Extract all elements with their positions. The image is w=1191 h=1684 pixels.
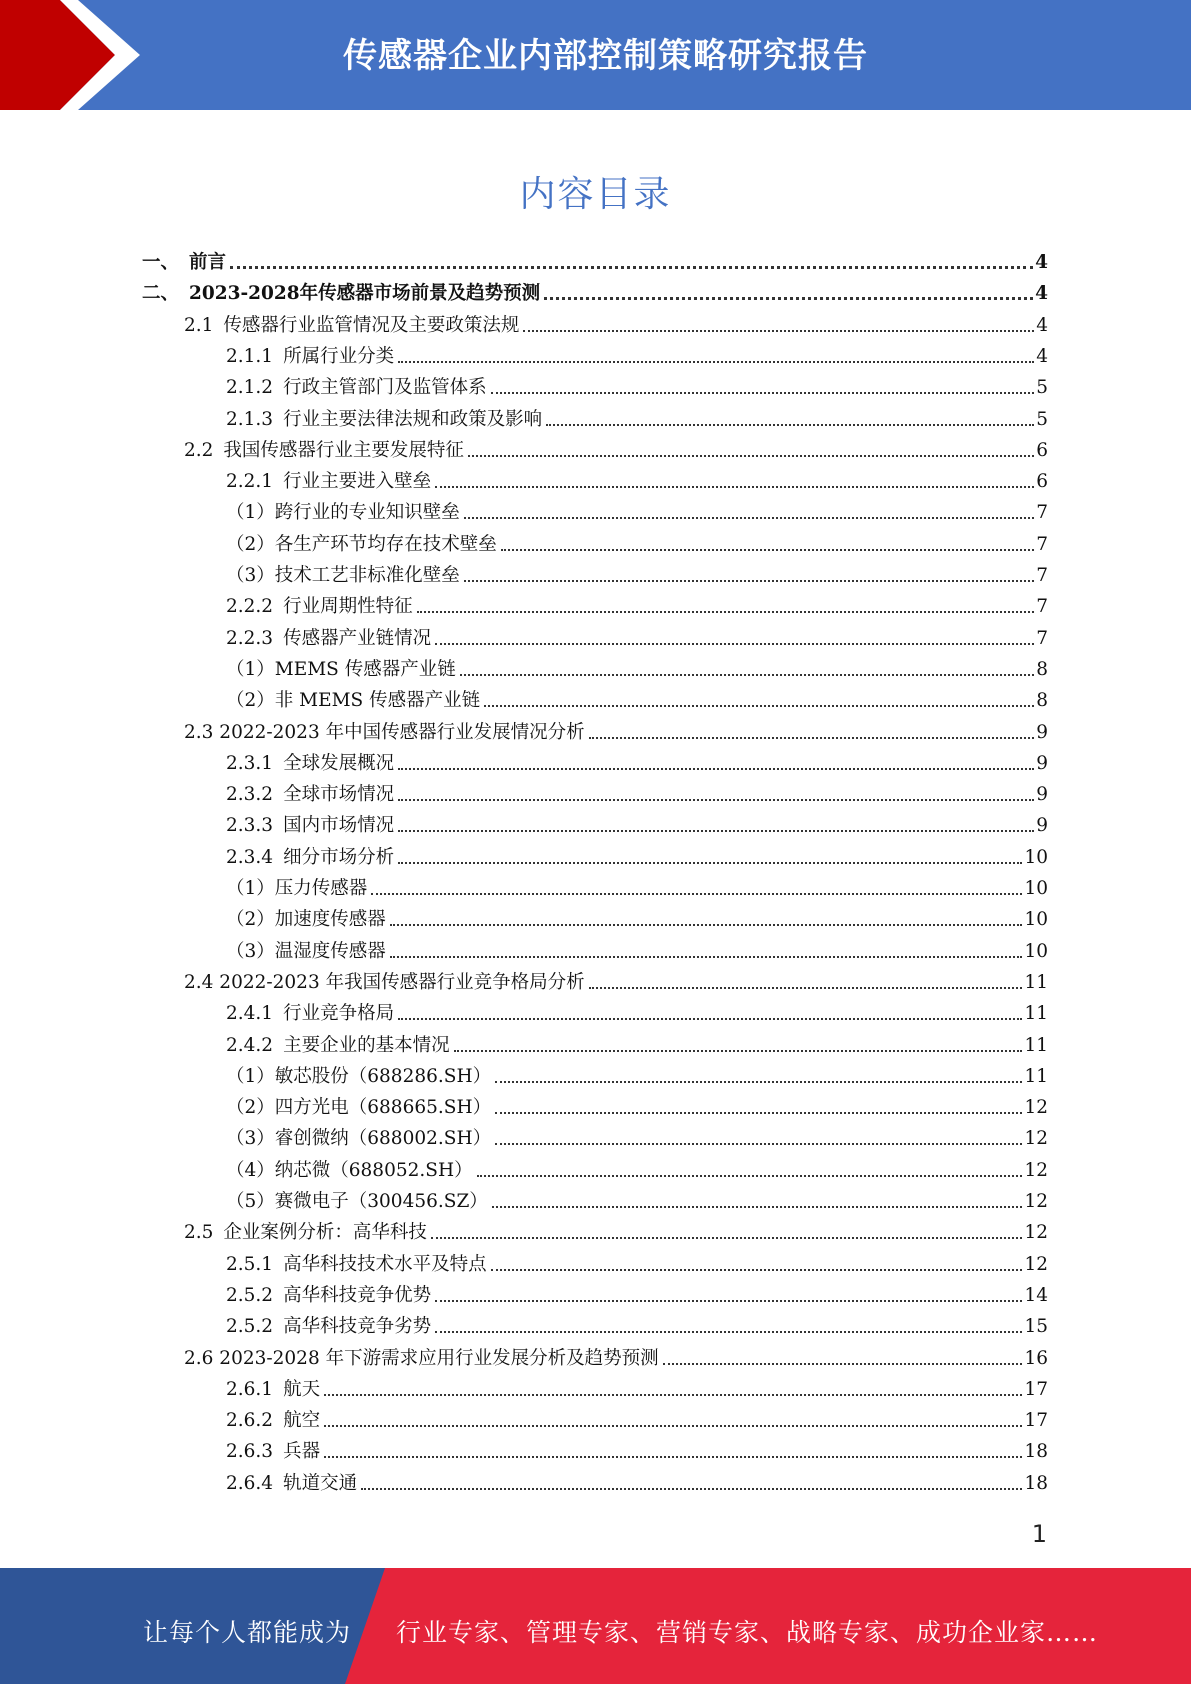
toc-entry-page: 17 xyxy=(1024,1378,1048,1400)
toc-entry-number: 2.1.3 xyxy=(226,408,274,430)
toc-entry-page: 12 xyxy=(1024,1253,1048,1275)
toc-dot-leader xyxy=(398,768,1034,770)
toc-entry-page: 9 xyxy=(1036,815,1048,837)
toc-entry-title: （5）赛微电子（300456.SZ） xyxy=(226,1191,488,1212)
toc-entry-page: 7 xyxy=(1036,565,1048,586)
toc-entry-title: 行业周期性特征 xyxy=(283,596,413,618)
toc-dot-leader xyxy=(398,830,1034,832)
toc-dot-leader xyxy=(491,1269,1023,1271)
toc-entry[interactable] xyxy=(226,1182,1048,1213)
toc-entry-page: 6 xyxy=(1036,439,1048,461)
toc-dot-leader xyxy=(324,1456,1022,1458)
toc-entry-number: 2.3.4 xyxy=(226,846,274,868)
page-number: 1 xyxy=(1031,1520,1047,1548)
toc-entry-title: （2）四方光电（688665.SH） xyxy=(226,1097,492,1119)
toc-entry-number: 2.3.1 xyxy=(226,752,274,774)
toc-dot-leader xyxy=(460,674,1035,676)
toc-entry[interactable] xyxy=(226,525,1048,556)
toc-entry[interactable] xyxy=(226,869,1048,900)
toc-entry-title: 传感器行业监管情况及主要政策法规 xyxy=(223,314,520,336)
toc-dot-leader xyxy=(589,987,1023,989)
toc-entry-number: 二、 xyxy=(142,283,180,305)
toc-entry[interactable] xyxy=(226,932,1048,963)
toc-dot-leader xyxy=(546,424,1034,426)
toc-entry[interactable] xyxy=(184,431,1048,462)
toc-entry[interactable] xyxy=(226,493,1048,524)
toc-entry-page: 4 xyxy=(1036,345,1048,367)
toc-dot-leader xyxy=(435,1300,1022,1302)
toc-entry-number: 2.2 xyxy=(184,439,214,461)
toc-entry-number: 2.2.3 xyxy=(226,627,274,649)
toc-dot-leader xyxy=(390,956,1023,958)
toc-entry-title: 所属行业分类 xyxy=(283,345,395,367)
toc-dot-leader xyxy=(589,737,1035,739)
toc-entry-page: 10 xyxy=(1024,909,1048,931)
toc-dot-leader xyxy=(371,893,1022,895)
toc-dot-leader xyxy=(484,705,1034,707)
toc-entry[interactable] xyxy=(184,1213,1048,1244)
toc-dot-leader xyxy=(435,1331,1022,1333)
toc-entry-page: 10 xyxy=(1024,846,1048,868)
toc-entry-page: 8 xyxy=(1036,690,1048,712)
toc-entry-page: 5 xyxy=(1036,377,1048,399)
toc-entry-title: 前言 xyxy=(189,252,227,273)
toc-dot-leader xyxy=(495,1143,1022,1145)
toc-entry[interactable] xyxy=(226,337,1048,368)
toc-entry-page: 4 xyxy=(1035,283,1048,305)
toc-entry-title: （1）敏芯股份（688286.SH） xyxy=(226,1065,492,1087)
toc-entry-number: 2.1.1 xyxy=(226,345,274,367)
toc-entry-page: 7 xyxy=(1036,502,1048,524)
toc-entry-title: 我国传感器行业主要发展特征 xyxy=(223,439,464,461)
toc-entry-title: （1）MEMS 传感器产业链 xyxy=(226,658,456,680)
footer-band xyxy=(0,1568,1191,1684)
toc-entry[interactable] xyxy=(226,1057,1048,1088)
footer-slogan-left: 让每个人都能成为 xyxy=(143,1618,352,1647)
toc-entry-title: 高华科技竞争优势 xyxy=(283,1284,432,1306)
toc-entry[interactable] xyxy=(226,775,1048,806)
toc-dot-leader xyxy=(464,580,1034,582)
toc-dot-leader xyxy=(454,1050,1023,1052)
toc-entry-title: 行业主要进入壁垒 xyxy=(283,471,432,493)
toc-heading: 内容目录 xyxy=(519,174,672,215)
toc-entry-title: （1）跨行业的专业知识壁垒 xyxy=(226,502,460,524)
toc-entry-number: 2.2.2 xyxy=(226,596,274,618)
toc-entry-page: 12 xyxy=(1024,1222,1048,1244)
toc-entry-page: 12 xyxy=(1024,1128,1048,1150)
toc-entry-number: 2.1 xyxy=(184,314,214,336)
toc-entry-title: （4）纳芯微（688052.SH） xyxy=(226,1159,473,1181)
toc-entry[interactable] xyxy=(226,1307,1048,1338)
toc-entry[interactable] xyxy=(184,1339,1048,1370)
toc-entry-number: 2.5.1 xyxy=(226,1253,274,1275)
toc-entry[interactable] xyxy=(142,274,1048,305)
toc-entry-page: 11 xyxy=(1024,1034,1048,1056)
toc-entry-number: 2.4.2 xyxy=(226,1034,274,1056)
toc-entry-title: 行业竞争格局 xyxy=(283,1003,395,1025)
toc-entry[interactable] xyxy=(226,1432,1048,1463)
toc-entry-page: 5 xyxy=(1036,408,1048,430)
toc-entry-title: （2）各生产环节均存在技术壁垒 xyxy=(226,533,497,555)
toc-entry-title: （3）睿创微纳（688002.SH） xyxy=(226,1128,492,1150)
toc-entry-page: 10 xyxy=(1024,878,1048,899)
toc-entry-title: 主要企业的基本情况 xyxy=(283,1034,450,1056)
toc-entry-title: 2.6 2023-2028 年下游需求应用行业发展分析及趋势预测 xyxy=(184,1347,659,1369)
toc-entry-title: 传感器产业链情况 xyxy=(283,627,432,649)
toc-entry-page: 10 xyxy=(1024,940,1048,962)
toc-entry-title: （3）温湿度传感器 xyxy=(226,940,386,962)
toc-entry-number: 2.6.2 xyxy=(226,1410,274,1432)
toc-entry-title: 轨道交通 xyxy=(283,1472,358,1494)
toc-dot-leader xyxy=(663,1363,1023,1365)
header-band xyxy=(0,0,1191,110)
toc-entry-number: 2.1.2 xyxy=(226,377,274,399)
toc-dot-leader xyxy=(435,486,1034,488)
toc-entry-title: 2023-2028年传感器市场前景及趋势预测 xyxy=(189,283,541,305)
toc-entry-page: 11 xyxy=(1024,1003,1048,1025)
toc-entry[interactable] xyxy=(226,556,1048,587)
toc-entry-number: 2.6.3 xyxy=(226,1441,274,1463)
toc-entry-title: （2）非 MEMS 传感器产业链 xyxy=(226,690,481,712)
toc-entry[interactable] xyxy=(226,1401,1048,1432)
toc-dot-leader xyxy=(491,392,1035,394)
toc-entry[interactable] xyxy=(226,1464,1048,1495)
toc-entry-page: 7 xyxy=(1036,596,1048,618)
toc-entry-page: 4 xyxy=(1036,314,1048,336)
toc-entry-page: 9 xyxy=(1036,752,1048,774)
toc-dot-leader xyxy=(477,1175,1023,1177)
toc-dot-leader xyxy=(501,549,1034,551)
toc-entry[interactable] xyxy=(226,368,1048,399)
toc-entry-title: 企业案例分析：高华科技 xyxy=(223,1222,427,1244)
toc-entry-page: 16 xyxy=(1024,1347,1048,1369)
toc-dot-leader xyxy=(492,1206,1023,1208)
toc-dot-leader xyxy=(230,266,1033,269)
toc-entry-page: 8 xyxy=(1036,658,1048,680)
toc-dot-leader xyxy=(324,1394,1022,1396)
toc-dot-leader xyxy=(431,1237,1023,1239)
toc-entry-number: 2.6.1 xyxy=(226,1378,274,1400)
toc-dot-leader xyxy=(324,1425,1022,1427)
toc-entry-page: 18 xyxy=(1024,1472,1048,1494)
toc-entry[interactable] xyxy=(226,650,1048,681)
toc-entry-title: 高华科技技术水平及特点 xyxy=(283,1253,487,1275)
toc-dot-leader xyxy=(417,611,1035,613)
toc-entry[interactable] xyxy=(226,1370,1048,1401)
toc-entry-title: 国内市场情况 xyxy=(283,815,395,837)
toc-dot-leader xyxy=(523,330,1034,332)
toc-entry-title: 行业主要法律法规和政策及影响 xyxy=(283,408,543,430)
toc-entry-number: 2.5.2 xyxy=(226,1316,274,1338)
toc-entry[interactable] xyxy=(226,900,1048,931)
toc-entry-number: 2.5.2 xyxy=(226,1284,274,1306)
toc-entry[interactable] xyxy=(226,838,1048,869)
toc-entry-number: 2.3.3 xyxy=(226,815,274,837)
toc-entry-number: 2.4.1 xyxy=(226,1003,274,1025)
toc-entry[interactable] xyxy=(226,462,1048,493)
toc-entry-title: 2.3 2022-2023 年中国传感器行业发展情况分析 xyxy=(184,721,585,743)
toc-entry-page: 15 xyxy=(1024,1316,1048,1338)
toc-entry-title: 全球市场情况 xyxy=(283,784,395,806)
toc-dot-leader xyxy=(544,297,1033,300)
toc-dot-leader xyxy=(464,517,1034,519)
toc-entry[interactable] xyxy=(226,619,1048,650)
toc-entry-page: 11 xyxy=(1024,1065,1048,1087)
toc-dot-leader xyxy=(495,1081,1022,1083)
toc-entry[interactable] xyxy=(226,1119,1048,1150)
toc-entry-page: 14 xyxy=(1024,1284,1048,1306)
toc-dot-leader xyxy=(398,361,1034,363)
toc-entry-page: 9 xyxy=(1036,784,1048,806)
toc-entry-title: 航空 xyxy=(283,1410,321,1432)
toc-entry-title: 全球发展概况 xyxy=(283,752,395,774)
toc-dot-leader xyxy=(398,799,1034,801)
toc-entry[interactable] xyxy=(184,713,1048,744)
toc-dot-leader xyxy=(398,862,1022,864)
toc-entry-title: 航天 xyxy=(283,1378,321,1400)
toc-entry-page: 4 xyxy=(1035,252,1048,273)
toc-entry[interactable] xyxy=(226,994,1048,1025)
toc-entry[interactable] xyxy=(226,1026,1048,1057)
toc-dot-leader xyxy=(435,643,1034,645)
toc-entry-title: 高华科技竞争劣势 xyxy=(283,1316,432,1338)
toc-entry-page: 9 xyxy=(1036,721,1048,743)
toc-entry-number: 2.3.2 xyxy=(226,784,274,806)
report-title: 传感器企业内部控制策略研究报告 xyxy=(343,36,868,76)
toc-entry-title: （2）加速度传感器 xyxy=(226,909,386,931)
toc-entry[interactable] xyxy=(184,963,1048,994)
toc-entry-title: 兵器 xyxy=(283,1441,321,1463)
toc-dot-leader xyxy=(468,455,1034,457)
toc-entry-title: 细分市场分析 xyxy=(283,846,395,868)
toc-entry-page: 12 xyxy=(1024,1097,1048,1119)
toc-entry-number: 2.6.4 xyxy=(226,1472,274,1494)
toc-entry[interactable] xyxy=(226,681,1048,712)
toc-entry[interactable] xyxy=(226,744,1048,775)
toc-entry[interactable] xyxy=(226,1245,1048,1276)
toc-entry-number: 2.5 xyxy=(184,1222,214,1244)
toc-entry-page: 11 xyxy=(1024,971,1048,993)
toc-entry-title: （3）技术工艺非标准化壁垒 xyxy=(226,565,460,586)
toc-entry[interactable] xyxy=(226,400,1048,431)
toc-entry-number: 一、 xyxy=(142,252,180,273)
toc-entry-number: 2.2.1 xyxy=(226,471,274,493)
toc-entry-page: 17 xyxy=(1024,1410,1048,1432)
toc-entry-title: （1）压力传感器 xyxy=(226,878,368,899)
toc-entry[interactable] xyxy=(226,1088,1048,1119)
toc-entry-title: 行政主管部门及监管体系 xyxy=(283,377,487,399)
toc-entry-page: 12 xyxy=(1024,1191,1048,1212)
toc-entry-page: 7 xyxy=(1036,627,1048,649)
toc-entry[interactable] xyxy=(226,1151,1048,1182)
toc-dot-leader xyxy=(495,1112,1022,1114)
toc-entry[interactable] xyxy=(142,243,1048,274)
toc-entry-page: 6 xyxy=(1036,471,1048,493)
toc-entry-page: 12 xyxy=(1024,1159,1048,1181)
toc-entry-page: 18 xyxy=(1024,1441,1048,1463)
toc-entry[interactable] xyxy=(184,306,1048,337)
toc-entry-page: 7 xyxy=(1036,533,1048,555)
toc-entry-title: 2.4 2022-2023 年我国传感器行业竞争格局分析 xyxy=(184,971,585,993)
toc-dot-leader xyxy=(390,924,1023,926)
toc-entry[interactable] xyxy=(226,806,1048,837)
toc-dot-leader xyxy=(398,1018,1022,1020)
toc-dot-leader xyxy=(361,1488,1022,1490)
toc-entry[interactable] xyxy=(226,587,1048,618)
footer-slogan-right: 行业专家、管理专家、营销专家、战略专家、成功企业家…… xyxy=(396,1618,1099,1647)
toc-entry[interactable] xyxy=(226,1276,1048,1307)
